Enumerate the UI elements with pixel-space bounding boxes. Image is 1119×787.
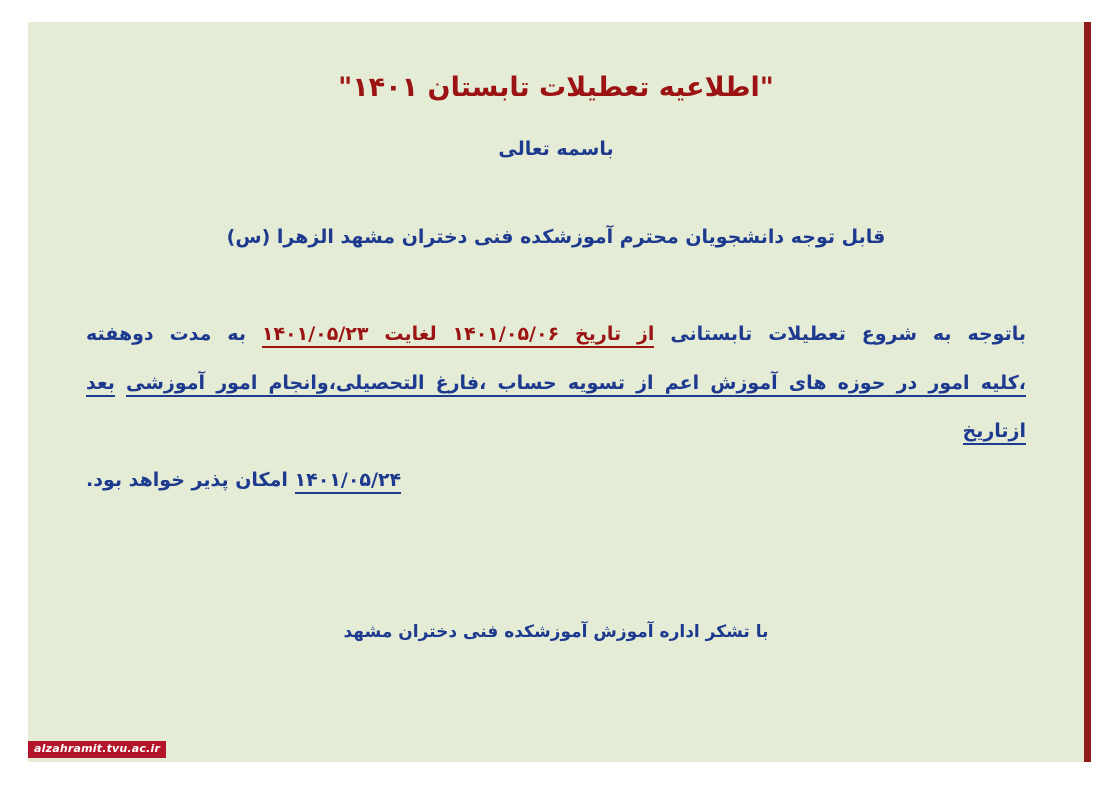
addressee-line: قابل توجه دانشجویان محترم آموزشکده فنی دختران مشهد الزهرا (س) <box>226 226 886 249</box>
body-paragraph-line-2 <box>86 359 1026 456</box>
page-title: "اطلاعیه تعطیلات تابستان ۱۴۰۱" <box>338 72 774 103</box>
body-text-3b: امکان پذیر خواهد بود. <box>86 468 288 491</box>
body-text-2b: بعد ازتاریخ <box>86 372 1026 445</box>
body-paragraph-line-1 <box>86 310 1026 358</box>
body-text-2a: ،کلیه امور در حوزه های آموزش اعم از تسویه حساب ،فارغ التحصیلی،وانجام امور آموزشی <box>126 372 1026 397</box>
body-text-1b: به مدت دوهفته <box>86 323 246 346</box>
invocation-line: باسمه تعالی <box>498 138 614 161</box>
site-watermark: alzahramit.tvu.ac.ir <box>28 741 166 758</box>
notice-content <box>28 22 1084 642</box>
resume-date: ۱۴۰۱/۰۵/۲۴ <box>295 469 402 494</box>
signoff-line: با تشکر اداره آموزش آموزشکده فنی دختران مشهد <box>343 622 769 643</box>
notice-card <box>28 22 1091 762</box>
holiday-date-range: از تاریخ ۱۴۰۱/۰۵/۰۶ لغایت ۱۴۰۱/۰۵/۲۳ <box>262 323 655 348</box>
body-text-1a: باتوجه به شروع تعطیلات تابستانی <box>670 323 1026 346</box>
body-paragraph-line-3 <box>86 456 1026 504</box>
notice-body <box>72 310 1040 504</box>
